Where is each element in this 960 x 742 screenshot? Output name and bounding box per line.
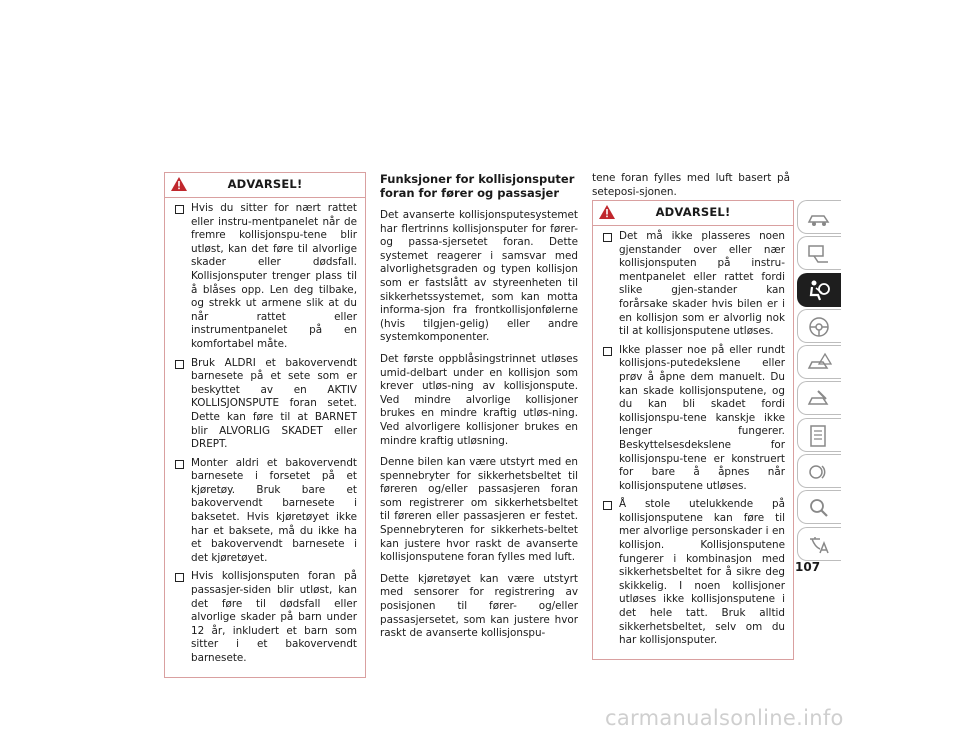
warning-list [165,198,365,677]
warning-header [165,173,365,198]
warning-item [603,498,785,648]
car-dashboard-icon [806,206,832,230]
warning-item-text: Å stole utelukkende på kollisjonsputene kan føre til mer alvorlige personskader i en kollisjon. Kollisjonsputene fungerer i kombinasjon med sikkerhetsbeltet for å sikre deg skikkelig. I noen kollisjoner utløses ikke kollisjonsputene i det hele tatt. Bruk alltid sikkerhetsbeltet, selv om du har kollisjonsputer. [619,498,785,647]
warning-item [175,457,357,566]
checkbox-bullet-icon [175,205,184,214]
right-warning-box [592,200,794,660]
tab-specifications[interactable] [797,418,841,452]
steering-wheel-icon [806,315,832,339]
warning-list [593,226,793,659]
warning-item-text: Hvis kollisjonsputen foran på passasjer-siden blir utløst, kan det føre til dødsfall eller alvorlige skader på barn under 12 år, inkludert et barn som sitter i et bakovervendt barnesete. [191,570,357,664]
language-icon [806,533,832,557]
tab-car-warning[interactable] [797,345,841,379]
warning-item [603,230,785,339]
warning-title: ADVARSEL! [655,205,731,219]
warning-item-text: Ikke plasser noe på eller rundt kollisjons-putedekslene eller prøv å åpne dem manuelt. Du kan skade kollisjonsputene, og du kan bli skadet fordi kollisjonspu-tene kanskje ikke lenger fungerer. Beskyttelsesdekslene for kollisjonspu-tene er konstruert for bare å åpnes når kollisjonsputene utløses. [619,343,785,492]
specifications-list-icon [806,424,832,448]
body-paragraph: Denne bilen kan være utstyrt med en spennebryter for sikkerhetsbeltet til føreren og/eller passasjeren foran som registrerer om sikkerhetsbeltet til føreren eller passasjeren er festet. Spennebryteren for sikkerhets-beltet kan justere hvor raskt de avanserte kollisjonsputene foran fylles med luft. [380,456,578,564]
tab-index-search[interactable] [797,490,841,524]
warning-item-text: Hvis du sitter for nært rattet eller instru-mentpanelet når de fremre kollisjonspu-tene blir utløst, kan det føre til alvorlige skader eller dødsfall. Kollisjonsputer trenger plass til å blåses opp. Len deg tilbake, og strekk ut armene slik at du når rattet eller instrumentpanelet på en komfortabel måte. [191,202,357,350]
checkbox-bullet-icon [603,233,612,242]
warning-header [593,201,793,226]
seat-airbag-icon [806,279,832,303]
car-info-icon [806,242,832,266]
body-paragraph: Dette kjøretøyet kan være utstyrt med sensorer for registrering av posisjonen til fører- og/eller passasjersetet, som kan justere hvor raskt de avanserte kollisjonspu- [380,572,578,640]
middle-column [380,172,578,649]
tab-seat-airbag[interactable] [797,273,841,307]
tab-car-dashboard[interactable] [797,200,841,234]
body-paragraph: Det første oppblåsingstrinnet utløses umid-delbart under en kollisjon som krever utløs-ning av kollisjonspute. Ved mindre alvorlige kollisjoner brukes en mindre kraftig utløs-ning. Ved alvorligere kollisjoner brukes en mindre kraftig utløsning. [380,352,578,447]
checkbox-bullet-icon [175,573,184,582]
tab-car-service[interactable] [797,381,841,415]
warning-item-text: Det må ikke plasseres noen gjenstander over eller nær kollisjonsputen på instru-mentpanelet eller rattet fordi slike gjen-stander kan forårsake skader hvis bilen er i en kollisjon som er alvorlig nok til at kollisjonsputene utløses. [619,230,785,338]
car-service-icon [806,387,832,411]
checkbox-bullet-icon [603,347,612,356]
watermark: carmanualsonline.info [605,706,844,730]
car-warning-icon [806,351,832,375]
warning-item [175,570,357,665]
warning-title: ADVARSEL! [227,177,303,191]
warning-item-text: Bruk ALDRI et bakovervendt barnesete på et sete som er beskyttet av en AKTIV KOLLISJONSPUTE foran setet. Dette kan føre til at BARNET blir ALVORLIG SKADET eller DREPT. [191,356,357,451]
multimedia-icon [806,460,832,484]
checkbox-bullet-icon [603,501,612,510]
chapter-tabs [797,200,841,563]
section-heading: Funksjoner for kollisjonsputer foran for fører og passasjer [380,172,575,200]
body-paragraph: Det avanserte kollisjonsputesystemet har flertrinns kollisjonsputer for fører- og passa-sjersetet foran. Dette systemet reagerer i samsvar med alvorlighetsgraden og typen kollisjon som er fastslått av styreenheten til sikkerhetssystemet, som kan motta informa-sjon fra frontkollisjonfølerne (hvis tilgjen-gelig) eller andre systemkomponenter. [380,209,578,344]
tab-car-info[interactable] [797,236,841,270]
warning-item [175,202,357,352]
left-warning-box [164,172,366,678]
tab-multimedia[interactable] [797,454,841,488]
tab-steering-wheel[interactable] [797,309,841,343]
warning-item [603,344,785,494]
page-number: 107 [795,560,821,574]
index-search-icon [806,496,832,520]
checkbox-bullet-icon [175,460,184,469]
right-intro-text: tene foran fylles med luft basert på seteposi-sjonen. [592,172,790,198]
warning-item-text: Monter aldri et bakovervendt barnesete i forsetet på et kjøretøy. Bruk bare et bakovervendt barnesete i baksetet. Hvis kjøretøyet ikke har et baksete, må du ikke ha et bakovervendt barnesete i det kjøretøyet. [191,456,357,564]
checkbox-bullet-icon [175,360,184,369]
warning-item [175,357,357,452]
tab-language[interactable] [797,527,841,561]
